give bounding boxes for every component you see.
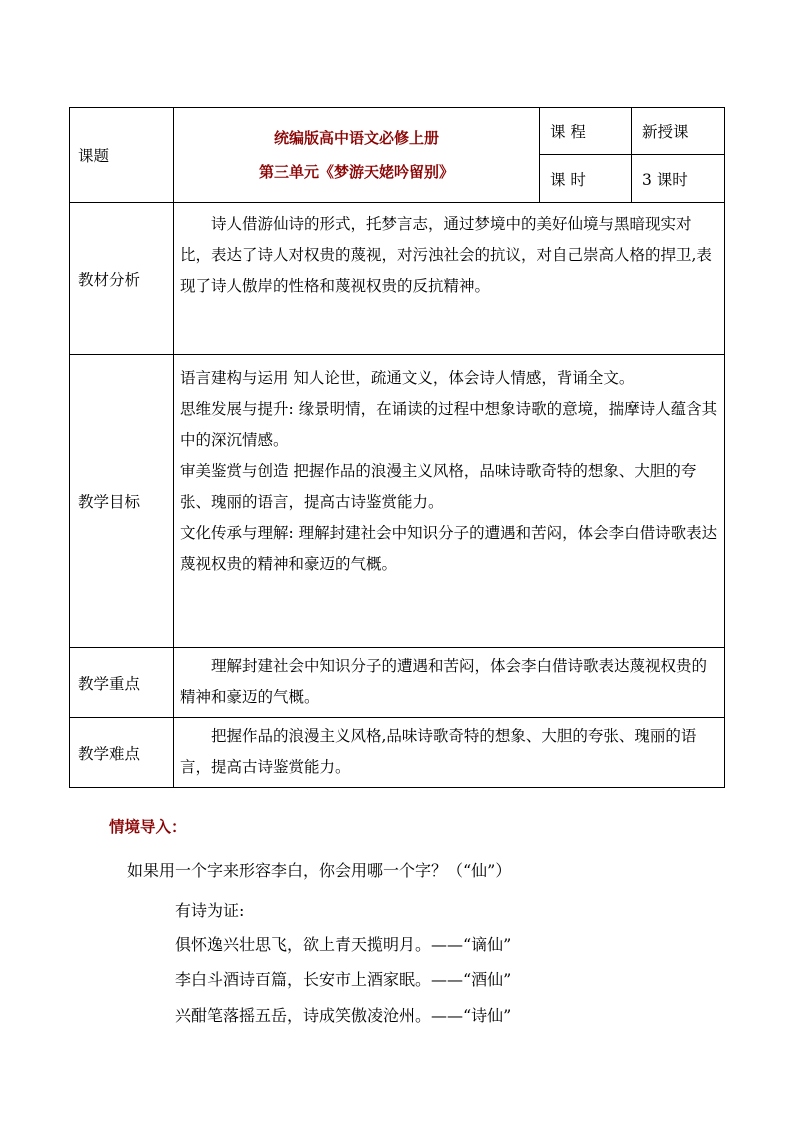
course-label: 课 程 bbox=[540, 108, 632, 155]
difficulties-label: 教学难点 bbox=[70, 718, 174, 788]
objective-item: 审美鉴赏与创造 把握作品的浪漫主义风格，品味诗歌奇特的想象、大胆的夸张、瑰丽的语言，提高古诗鉴赏能力。 bbox=[180, 462, 697, 511]
lesson-title-line1: 统编版高中语文必修上册 bbox=[273, 129, 439, 147]
analysis-row bbox=[70, 203, 725, 355]
analysis-text: 诗人借游仙诗的形式，托梦言志，通过梦境中的美好仙境与黑暗现实对比，表达了诗人对权贵的蔑视，对污浊社会的抗议，对自己崇高人格的捍卫,表现了诗人傲岸的性格和蔑视权贵的反抗精神。 bbox=[180, 215, 712, 295]
analysis-cell bbox=[174, 203, 725, 355]
intro-heading: 情境导入： bbox=[109, 818, 187, 836]
poem-line: 兴酣笔落摇五岳，诗成笑傲凌沧州。——“诗仙” bbox=[175, 1006, 512, 1025]
key-points-cell bbox=[174, 648, 725, 718]
objective-item: 语言建构与运用 知人论世，疏通文义，体会诗人情感，背诵全文。 bbox=[180, 369, 635, 387]
hours-label: 课 时 bbox=[540, 155, 632, 203]
evidence-label: 有诗为证: bbox=[175, 901, 245, 920]
difficulties-cell bbox=[174, 718, 725, 788]
lesson-plan-table bbox=[69, 107, 725, 788]
topic-label: 课题 bbox=[70, 108, 174, 203]
course-value: 新授课 bbox=[632, 108, 725, 155]
lesson-title bbox=[174, 108, 540, 203]
objectives-row bbox=[70, 355, 725, 648]
analysis-label: 教材分析 bbox=[70, 203, 174, 355]
key-points-text: 理解封建社会中知识分子的遭遇和苦闷，体会李白借诗歌表达蔑视权贵的精神和豪迈的气概。 bbox=[180, 657, 708, 706]
lesson-title-line2: 第三单元《梦游天姥吟留别》 bbox=[258, 163, 454, 181]
difficulties-text: 把握作品的浪漫主义风格,品味诗歌奇特的想象、大胆的夸张、瑰丽的语言，提高古诗鉴赏能力。 bbox=[180, 727, 697, 776]
header-row-course bbox=[70, 108, 725, 155]
objectives-cell bbox=[174, 355, 725, 648]
hours-value: 3 课时 bbox=[632, 155, 725, 203]
difficulties-row bbox=[70, 718, 725, 788]
key-points-row bbox=[70, 648, 725, 718]
key-points-label: 教学重点 bbox=[70, 648, 174, 718]
poem-line: 俱怀逸兴壮思飞，欲上青天揽明月。——“谪仙” bbox=[175, 935, 512, 954]
objectives-label: 教学目标 bbox=[70, 355, 174, 648]
poem-line: 李白斗酒诗百篇，长安市上酒家眠。——“酒仙” bbox=[175, 970, 512, 989]
intro-question: 如果用一个字来形容李白，你会用哪一个字？（“仙”） bbox=[127, 861, 512, 880]
objective-item: 思维发展与提升: 缘景明情，在诵读的过程中想象诗歌的意境，揣摩诗人蕴含其中的深沉情感。 bbox=[180, 400, 718, 449]
objectives-list bbox=[180, 355, 720, 580]
objective-item: 文化传承与理解: 理解封建社会中知识分子的遭遇和苦闷，体会李白借诗歌表达蔑视权贵的精神和豪迈的气概。 bbox=[180, 524, 718, 573]
